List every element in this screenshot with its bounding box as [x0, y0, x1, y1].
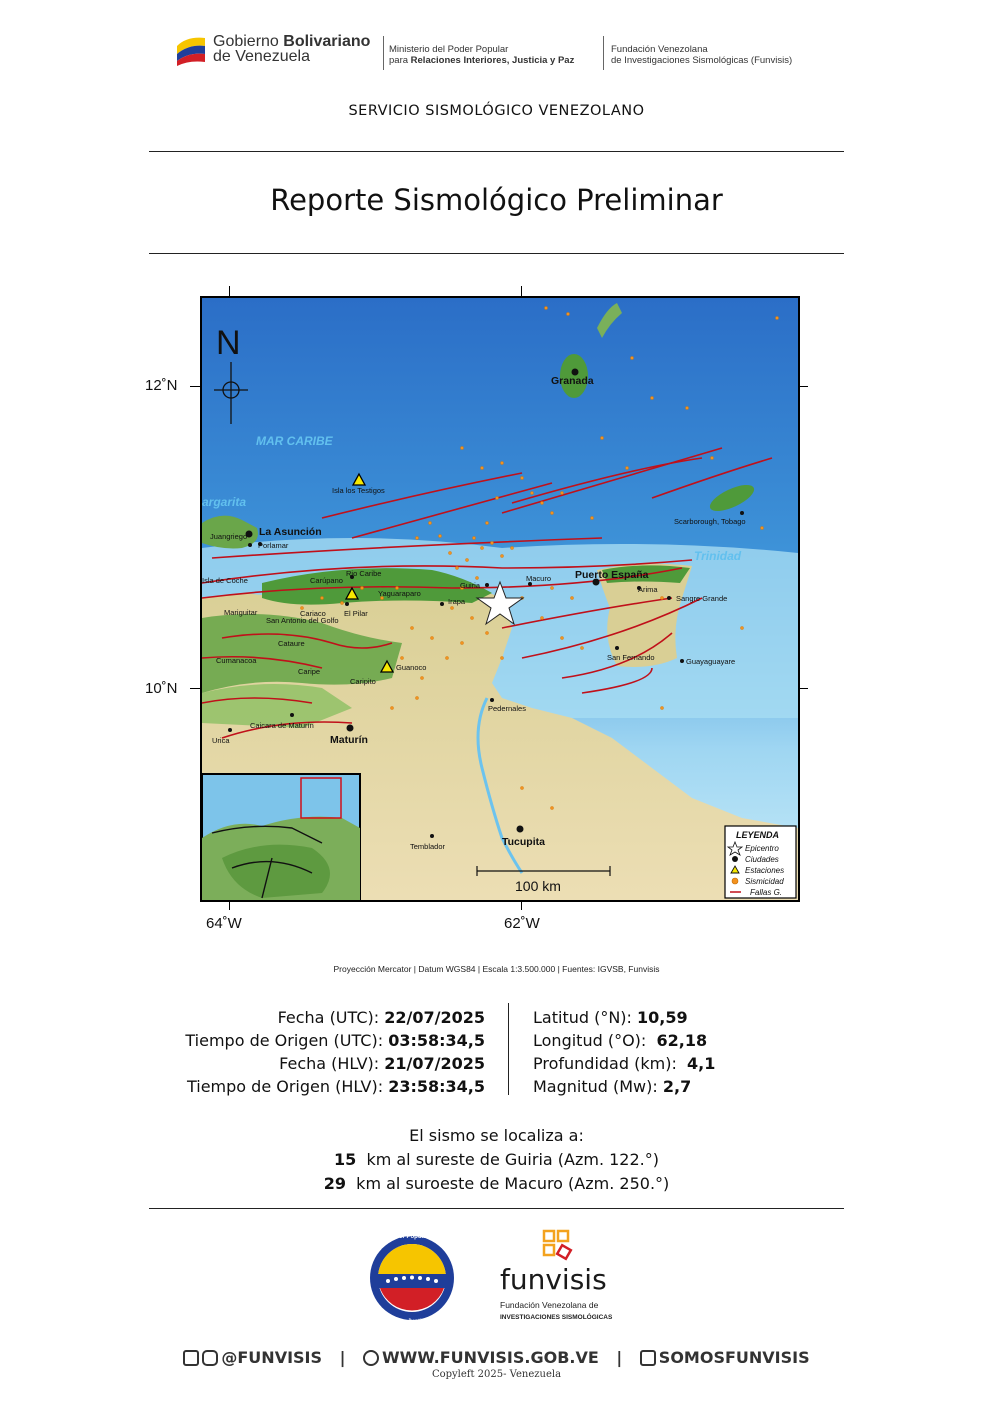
legend-item: Epicentro — [745, 844, 779, 853]
header-separator — [603, 36, 604, 70]
tick — [190, 688, 200, 689]
report-title: Reporte Sismológico Preliminar — [270, 183, 723, 217]
youtube-link[interactable]: SOMOSFUNVISIS — [658, 1348, 810, 1367]
social-bar — [0, 1347, 993, 1367]
handle-link[interactable]: @FUNVISIS — [221, 1348, 323, 1367]
place-label: Urica — [212, 736, 230, 745]
ministry-seal — [347, 1234, 477, 1325]
header-separator — [383, 36, 384, 70]
legend-item: Fallas G. — [750, 888, 783, 897]
divider — [149, 1208, 844, 1209]
fecha-utc-row: Fecha (UTC): 22/07/2025 — [277, 1008, 485, 1027]
place-label: Cataure — [278, 639, 305, 648]
legend-item: Estaciones — [745, 866, 785, 875]
map-legend — [725, 826, 796, 898]
place-label: Macuro — [526, 574, 552, 583]
seal-text-bottom: Interiores, Justicia y Paz — [376, 1319, 448, 1325]
place-label: El Pilar — [344, 609, 368, 618]
city-label: Puerto España — [575, 569, 649, 581]
lat-label: 10˚N — [145, 680, 178, 697]
place-label: Sangre Grande — [676, 594, 728, 603]
lat-label: 12˚N — [145, 377, 178, 394]
magnitude-row: Magnitud (Mw): 2,7 — [533, 1077, 692, 1096]
website-link[interactable]: WWW.FUNVISIS.GOB.VE — [382, 1348, 599, 1367]
venezuela-flag-logo — [175, 32, 209, 66]
origen-hlv-row: Tiempo de Origen (HLV): 23:58:34,5 — [186, 1077, 485, 1096]
funvisis-sub: Fundación Venezolana de — [500, 1300, 599, 1310]
origen-utc-row: Tiempo de Origen (UTC): 03:58:34,5 — [185, 1031, 485, 1050]
place-label: Rio Caribe — [346, 569, 382, 578]
youtube-icon[interactable] — [640, 1350, 656, 1366]
place-label: Isla de Coche — [202, 576, 248, 585]
footer-logos — [347, 1228, 638, 1328]
latitude-row: Latitud (°N): 10,59 — [533, 1008, 688, 1027]
city-label: La Asunción — [259, 526, 322, 538]
tick — [190, 386, 200, 387]
location-ref: 29 km al suroeste de Macuro (Azm. 250.°) — [323, 1174, 670, 1193]
service-name: SERVICIO SISMOLÓGICO VENEZOLANO — [348, 103, 645, 119]
depth-row: Profundidad (km): 4,1 — [533, 1054, 716, 1073]
info-divider — [508, 1003, 509, 1095]
tick — [521, 286, 522, 296]
tick — [800, 688, 808, 689]
place-label: Cariaco — [300, 609, 326, 618]
funvisis-sub: INVESTIGACIONES SISMOLÓGICAS — [500, 1314, 613, 1321]
place-label: San Fernando — [607, 653, 655, 662]
place-label: Guayaguayare — [686, 657, 736, 666]
place-label: Guiria — [460, 581, 481, 590]
place-label: Guanoco — [396, 663, 427, 672]
seal-text-top: Ministerio del Poder Popular para Relaciones — [347, 1234, 477, 1240]
place-label: Arima — [638, 585, 658, 594]
seismicity-icon — [732, 878, 738, 884]
place-label: Caicara de Maturín — [250, 721, 314, 730]
place-label: Irapa — [448, 597, 466, 606]
longitude-row: Longitud (°O): 62,18 — [533, 1031, 708, 1050]
funvisis-name: Fundación Venezolana de Investigaciones Sismológicas (Funvisis) — [611, 44, 793, 66]
scale-label: 100 km — [515, 878, 561, 894]
seismic-map — [200, 296, 800, 902]
map-caption: Proyección Mercator | Datum WGS84 | Escala 1:3.500.000 | Fuentes: IGVSB, Funvisis — [333, 964, 660, 974]
gov-wordmark: Gobierno Bolivariano de Venezuela — [213, 33, 371, 65]
globe-icon — [363, 1350, 379, 1366]
divider — [149, 253, 844, 254]
tick — [521, 902, 522, 910]
place-label: Mariguitar — [224, 608, 258, 617]
place-label: Carúpano — [310, 576, 343, 585]
place-label: Caripe — [298, 667, 321, 676]
sea-label: Trinidad — [694, 549, 742, 563]
event-times — [150, 1006, 485, 1098]
map-svg — [202, 298, 798, 900]
north-label: N — [216, 324, 241, 362]
place-label: Yaguaraparo — [378, 589, 421, 598]
city-icon — [732, 856, 738, 862]
city-label: Tucupita — [502, 836, 545, 848]
fecha-hlv-row: Fecha (HLV): 21/07/2025 — [279, 1054, 485, 1073]
ministry-name: Ministerio del Poder Popular para Relaciones Interiores, Justicia y Paz — [389, 44, 575, 66]
location-intro: El sismo se localiza a: — [409, 1126, 584, 1145]
instagram-icon[interactable] — [202, 1350, 218, 1366]
x-icon[interactable] — [183, 1350, 199, 1366]
header-logos — [175, 28, 815, 72]
social-separator: | — [339, 1348, 346, 1367]
logos-svg — [347, 1228, 638, 1328]
divider — [149, 151, 844, 152]
sea-label: argarita — [202, 495, 247, 509]
place-label: Temblador — [410, 842, 446, 851]
city-label: Maturín — [330, 734, 368, 746]
place-label: Scarborough, Tobago — [674, 517, 746, 526]
tick — [229, 286, 230, 296]
legend-title: LEYENDA — [736, 830, 780, 840]
sea-label: MAR CARIBE — [256, 434, 333, 448]
social-separator: | — [616, 1348, 623, 1367]
inset-map — [202, 774, 360, 900]
place-label: Juangriego — [210, 532, 248, 541]
place-label: Pedernales — [488, 704, 526, 713]
location-ref: 15 km al sureste de Guiria (Azm. 122.°) — [334, 1150, 659, 1169]
funvisis-logo — [500, 1231, 613, 1321]
tick — [800, 386, 808, 387]
city-label: Granada — [551, 375, 594, 387]
place-label: Cumanacoa — [216, 656, 257, 665]
copyleft: Copyleft 2025- Venezuela — [431, 1369, 562, 1380]
legend-item: Ciudades — [745, 855, 779, 864]
tick — [229, 902, 230, 910]
funvisis-wordmark: funvisis — [500, 1263, 607, 1296]
lon-label: 62˚W — [504, 915, 540, 932]
place-label: San Antonio del Golfo — [266, 616, 339, 625]
legend-item: Sismicidad — [745, 877, 784, 886]
place-label: Porlamar — [258, 541, 289, 550]
place-label: Caripito — [350, 677, 376, 686]
lon-label: 64˚W — [206, 915, 242, 932]
location-block — [0, 1124, 993, 1196]
event-params — [533, 1006, 833, 1098]
place-label: Isla los Testigos — [332, 486, 385, 495]
